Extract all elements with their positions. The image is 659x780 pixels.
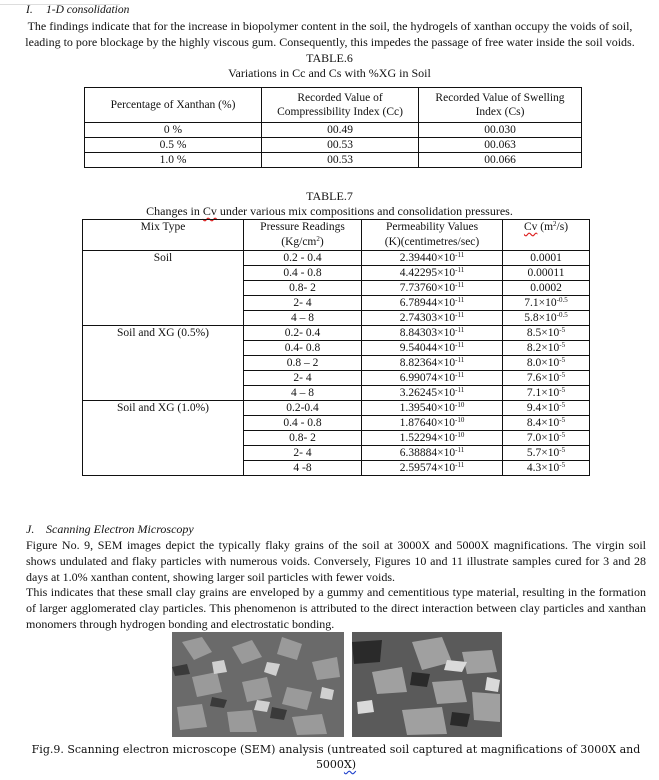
permeability-base: 9.54044×10 bbox=[399, 342, 456, 354]
table7-cv-cell bbox=[503, 431, 590, 446]
table7-cv-cell bbox=[503, 266, 590, 281]
permeability-exponent: -11 bbox=[455, 311, 465, 319]
table7-mix-cell bbox=[83, 416, 244, 431]
table7-permeability-cell bbox=[362, 356, 503, 371]
table7-mix-cell bbox=[83, 311, 244, 326]
table7-pressure-cell: 4 – 8 bbox=[244, 311, 362, 326]
table7-pressure-cell: 2- 4 bbox=[244, 371, 362, 386]
cv-base: 0.0001 bbox=[530, 252, 562, 264]
table6-cell: 00.49 bbox=[262, 123, 419, 138]
section-j-heading bbox=[26, 521, 646, 537]
table-row bbox=[83, 356, 590, 371]
section-i-heading bbox=[26, 4, 129, 16]
table7-pressure-cell: 0.4- 0.8 bbox=[244, 341, 362, 356]
table6-label: TABLE.6 bbox=[306, 51, 353, 65]
table7-permeability-cell bbox=[362, 311, 503, 326]
table7-permeability-cell bbox=[362, 416, 503, 431]
table-row bbox=[83, 281, 590, 296]
table6-header-xanthan: Percentage of Xanthan (%) bbox=[85, 88, 262, 123]
table7-pressure-cell: 0.8 – 2 bbox=[244, 356, 362, 371]
cv-exponent: -0.5 bbox=[556, 296, 568, 304]
table7-pressure-cell: 4 -8 bbox=[244, 461, 362, 476]
figure9-caption-end: X) bbox=[343, 758, 357, 771]
cv-base: 9.4×10 bbox=[526, 402, 560, 414]
cv-exponent: -5 bbox=[559, 341, 566, 349]
cv-exponent: -5 bbox=[559, 431, 566, 439]
table7-permeability-cell bbox=[362, 431, 503, 446]
sem-image-5000x bbox=[352, 632, 502, 737]
table7-label: TABLE.7 bbox=[306, 189, 353, 203]
table7-mix-cell: Soil and XG (0.5%) bbox=[83, 326, 244, 341]
section-i-title: 1-D consolidation bbox=[46, 4, 130, 16]
permeability-exponent: -11 bbox=[455, 281, 465, 289]
permeability-exponent: -11 bbox=[455, 326, 465, 334]
cv-base: 5.7×10 bbox=[526, 447, 560, 459]
table7-mix-cell bbox=[83, 341, 244, 356]
table7-permeability-cell bbox=[362, 341, 503, 356]
permeability-base: 1.39540×10 bbox=[399, 402, 456, 414]
table6-cell: 00.53 bbox=[262, 138, 419, 153]
figure9-caption-text: Fig.9. Scanning electron microscope (SEM) analysis (untreated soil captured at magnifications of 3000X and 5000 bbox=[31, 743, 641, 771]
table7-permeability-cell bbox=[362, 386, 503, 401]
cv-base: 7.1×10 bbox=[524, 297, 557, 309]
table7-cv-cell bbox=[503, 401, 590, 416]
sem-texture-icon bbox=[172, 632, 344, 737]
table7-cv-cell bbox=[503, 461, 590, 476]
table7-permeability-cell bbox=[362, 296, 503, 311]
permeability-base: 2.39440×10 bbox=[399, 252, 456, 264]
cv-exponent: -5 bbox=[559, 326, 566, 334]
table7-pressure-cell: 4 – 8 bbox=[244, 386, 362, 401]
table-row bbox=[83, 371, 590, 386]
table-row bbox=[83, 431, 590, 446]
permeability-exponent: -11 bbox=[455, 296, 465, 304]
header-pressure-sup: 2 bbox=[316, 235, 320, 243]
header-perm-line2: (K)(centimetres/sec) bbox=[384, 236, 480, 248]
cv-base: 8.4×10 bbox=[526, 417, 560, 429]
section-i-number: I. bbox=[26, 4, 33, 16]
table6-cell: 1.0 % bbox=[85, 153, 262, 168]
table-row bbox=[83, 296, 590, 311]
table6-cell: 0.5 % bbox=[85, 138, 262, 153]
table7-mix-cell bbox=[83, 461, 244, 476]
table7-permeability-cell bbox=[362, 281, 503, 296]
table7-cv-cell bbox=[503, 296, 590, 311]
permeability-exponent: -10 bbox=[455, 401, 465, 409]
table-row bbox=[83, 266, 590, 281]
table-row bbox=[83, 311, 590, 326]
cv-base: 0.0002 bbox=[530, 282, 562, 294]
table7-mix-cell bbox=[83, 446, 244, 461]
table6-cell: 00.066 bbox=[419, 153, 582, 168]
section-j-title: Scanning Electron Microscopy bbox=[46, 522, 194, 536]
cv-base: 7.1×10 bbox=[526, 387, 560, 399]
cv-base: 0.00011 bbox=[527, 267, 565, 279]
permeability-exponent: -10 bbox=[455, 431, 465, 439]
table7-mix-cell bbox=[83, 356, 244, 371]
table7-pressure-cell: 0.2-0.4 bbox=[244, 401, 362, 416]
table6-cell: 00.063 bbox=[419, 138, 582, 153]
table7-pressure-cell: 0.4 - 0.8 bbox=[244, 266, 362, 281]
table-row bbox=[85, 123, 582, 138]
table-row bbox=[85, 138, 582, 153]
table-row bbox=[83, 326, 590, 341]
table7-permeability-cell bbox=[362, 326, 503, 341]
section-j-paragraph-2: This indicates that these small clay grains are enveloped by a gummy and cementitious type material, resulting in the formation of larger agglomerated clay particles. This phenomenon is attributed to the direct interaction between clay particles and xanthan monomers through hydrogen bonding and electrostatic bonding. bbox=[26, 585, 646, 631]
cv-exponent: -5 bbox=[559, 356, 566, 364]
permeability-base: 4.42295×10 bbox=[399, 267, 456, 279]
table7-cv-cell bbox=[503, 251, 590, 266]
table6-header-cs: Recorded Value of Swelling Index (Cs) bbox=[419, 88, 582, 123]
table-row bbox=[83, 416, 590, 431]
permeability-exponent: -11 bbox=[455, 446, 465, 454]
permeability-exponent: -11 bbox=[455, 341, 465, 349]
table7-title bbox=[0, 204, 659, 219]
cv-exponent: -0.5 bbox=[556, 311, 568, 319]
table7-header-pressure bbox=[244, 220, 362, 251]
cv-exponent: -5 bbox=[559, 461, 566, 469]
table7-pressure-cell: 0.8- 2 bbox=[244, 281, 362, 296]
table-row bbox=[83, 341, 590, 356]
table7-header-row bbox=[83, 220, 590, 251]
table-row bbox=[83, 251, 590, 266]
header-cv-unit: (m bbox=[537, 221, 554, 233]
cv-exponent: -5 bbox=[559, 386, 566, 394]
table7-permeability-cell bbox=[362, 461, 503, 476]
table7-pressure-cell: 0.4 - 0.8 bbox=[244, 416, 362, 431]
table7-pressure-cell: 0.2- 0.4 bbox=[244, 326, 362, 341]
table7-title-pre: Changes in bbox=[146, 204, 203, 218]
table7-title-symbol: Cv bbox=[202, 204, 217, 218]
cv-exponent: -5 bbox=[559, 446, 566, 454]
table7-title-post: under various mix compositions and consolidation pressures. bbox=[216, 204, 513, 218]
sem-image-3000x bbox=[172, 632, 344, 737]
permeability-base: 8.82364×10 bbox=[399, 357, 456, 369]
table7-cv-cell bbox=[503, 416, 590, 431]
table7-permeability-cell bbox=[362, 266, 503, 281]
table7 bbox=[82, 219, 590, 476]
table7-cv-cell bbox=[503, 386, 590, 401]
table6-title: Variations in Cc and Cs with %XG in Soil bbox=[228, 66, 431, 80]
table6-header-cc: Recorded Value of Compressibility Index (Cc) bbox=[262, 88, 419, 123]
section-j-paragraph-1: Figure No. 9, SEM images depict the typically flaky grains of the soil at 3000X and 5000X magnifications. The virgin soil shows undulated and flaky particles with numerous voids. Conversely, Figures 10 and 11 illustrate samples cured for 3 and 28 days at 1.0% xanthan content, showing larger soil particles with fewer voids. bbox=[26, 538, 646, 584]
table7-permeability-cell bbox=[362, 446, 503, 461]
cv-base: 7.6×10 bbox=[526, 372, 560, 384]
permeability-exponent: -11 bbox=[455, 371, 465, 379]
header-pressure-line1: Pressure Readings bbox=[260, 221, 345, 233]
table6-cell: 0 % bbox=[85, 123, 262, 138]
permeability-exponent: -11 bbox=[455, 266, 465, 274]
table7-mix-cell bbox=[83, 281, 244, 296]
table-row bbox=[83, 446, 590, 461]
table-row bbox=[83, 401, 590, 416]
table6 bbox=[84, 87, 582, 168]
table7-mix-cell bbox=[83, 386, 244, 401]
cv-base: 7.0×10 bbox=[526, 432, 560, 444]
permeability-base: 8.84303×10 bbox=[399, 327, 456, 339]
table7-pressure-cell: 2- 4 bbox=[244, 296, 362, 311]
header-cv-symbol: Cv bbox=[523, 221, 538, 233]
header-pressure-end: ) bbox=[319, 236, 324, 248]
permeability-exponent: -11 bbox=[455, 461, 465, 469]
cv-base: 5.8×10 bbox=[524, 312, 557, 324]
cv-base: 8.5×10 bbox=[526, 327, 560, 339]
header-pressure-line2: (Kg/cm bbox=[281, 236, 317, 248]
table7-pressure-cell: 2- 4 bbox=[244, 446, 362, 461]
header-perm-line1: Permeability Values bbox=[385, 221, 479, 233]
permeability-base: 3.26245×10 bbox=[399, 387, 456, 399]
table7-header-permeability bbox=[362, 220, 503, 251]
header-cv-sup: 2 bbox=[553, 220, 557, 228]
figure9-caption bbox=[26, 742, 646, 772]
section-j-number: J. bbox=[26, 522, 35, 536]
permeability-base: 6.99074×10 bbox=[399, 372, 456, 384]
cv-base: 4.3×10 bbox=[526, 462, 560, 474]
table7-permeability-cell bbox=[362, 371, 503, 386]
table-row bbox=[83, 461, 590, 476]
section-i-paragraph: The findings indicate that for the increase in biopolymer content in the soil, the hydrogels of xanthan occupy the voids of soil, leading to pore blockage by the highly viscous gum. Consequently, this impedes the passage of free water inside the soil voids. bbox=[25, 19, 635, 49]
permeability-base: 6.78944×10 bbox=[399, 297, 456, 309]
permeability-base: 2.59574×10 bbox=[399, 462, 456, 474]
permeability-exponent: -10 bbox=[455, 416, 465, 424]
cv-base: 8.0×10 bbox=[526, 357, 560, 369]
table7-permeability-cell bbox=[362, 401, 503, 416]
table7-cv-cell bbox=[503, 281, 590, 296]
table7-mix-cell bbox=[83, 371, 244, 386]
cv-exponent: -5 bbox=[559, 401, 566, 409]
table-row bbox=[85, 153, 582, 168]
permeability-base: 7.73760×10 bbox=[399, 282, 456, 294]
table7-cv-cell bbox=[503, 326, 590, 341]
table6-header-row bbox=[85, 88, 582, 123]
sem-texture-icon bbox=[352, 632, 502, 737]
table7-pressure-cell: 0.8- 2 bbox=[244, 431, 362, 446]
permeability-base: 1.87640×10 bbox=[399, 417, 456, 429]
table7-pressure-cell: 0.2 - 0.4 bbox=[244, 251, 362, 266]
cv-exponent: -5 bbox=[559, 371, 566, 379]
table-row bbox=[83, 386, 590, 401]
permeability-exponent: -11 bbox=[455, 386, 465, 394]
table7-cv-cell bbox=[503, 446, 590, 461]
table7-header-mix: Mix Type bbox=[83, 220, 244, 251]
table6-cell: 00.53 bbox=[262, 153, 419, 168]
table7-mix-cell: Soil bbox=[83, 251, 244, 266]
table7-cv-cell bbox=[503, 356, 590, 371]
table7-cv-cell bbox=[503, 341, 590, 356]
cv-exponent: -5 bbox=[559, 416, 566, 424]
table7-mix-cell bbox=[83, 431, 244, 446]
table7-mix-cell bbox=[83, 296, 244, 311]
cv-base: 8.2×10 bbox=[526, 342, 560, 354]
table7-cv-cell bbox=[503, 311, 590, 326]
permeability-exponent: -11 bbox=[455, 356, 465, 364]
header-cv-end: /s) bbox=[556, 221, 569, 233]
table7-cv-cell bbox=[503, 371, 590, 386]
table7-mix-cell: Soil and XG (1.0%) bbox=[83, 401, 244, 416]
table7-permeability-cell bbox=[362, 251, 503, 266]
table7-header-cv bbox=[503, 220, 590, 251]
table7-mix-cell bbox=[83, 266, 244, 281]
permeability-exponent: -11 bbox=[455, 251, 465, 259]
permeability-base: 2.74303×10 bbox=[399, 312, 456, 324]
table6-cell: 00.030 bbox=[419, 123, 582, 138]
permeability-base: 1.52294×10 bbox=[399, 432, 456, 444]
permeability-base: 6.38884×10 bbox=[399, 447, 456, 459]
